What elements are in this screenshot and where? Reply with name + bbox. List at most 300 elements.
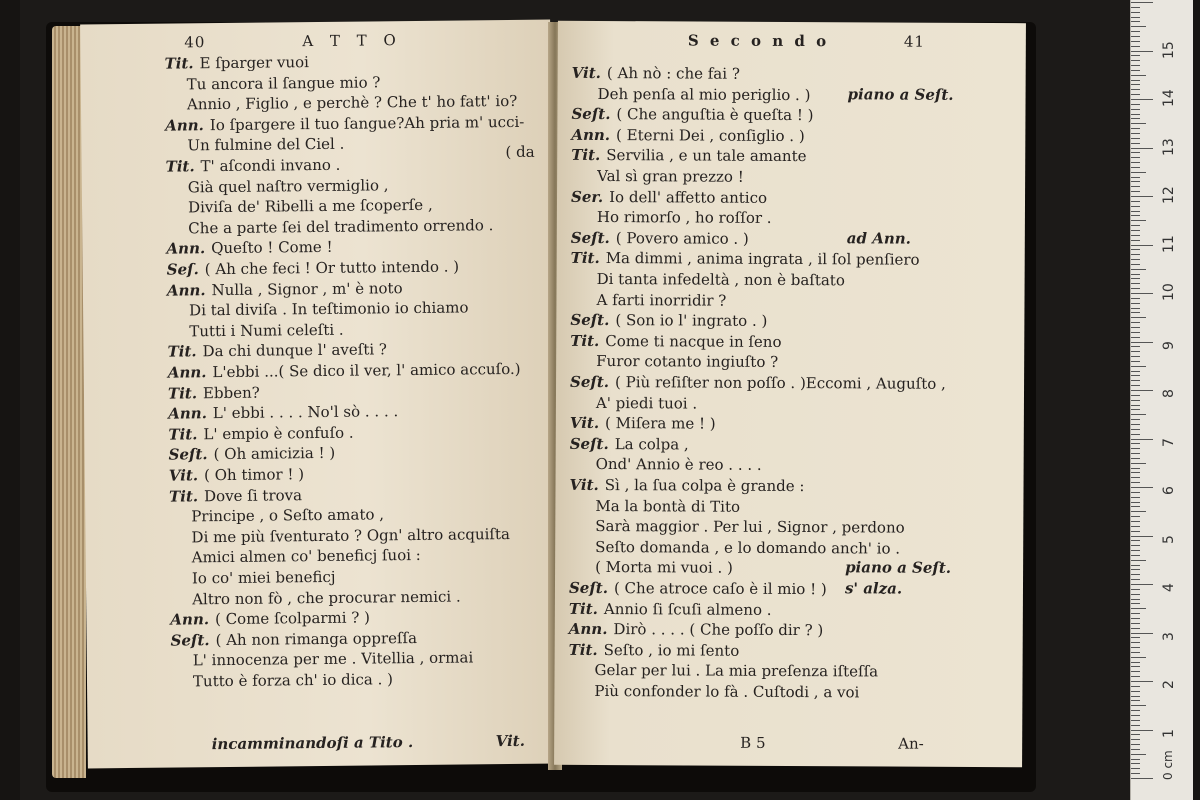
text-line xyxy=(168,401,398,423)
ruler-tick xyxy=(1131,278,1140,279)
line-text: Tutto è forza ch' io dica . ) xyxy=(192,670,394,691)
ruler-tick xyxy=(1131,114,1140,115)
line-text: Da chi dunque l' aveſti ? xyxy=(202,340,388,361)
ruler-tick xyxy=(1131,749,1140,750)
line-text: Ma dimmi , anima ingrata , il ſol penſiero xyxy=(605,249,920,270)
speaker-name: Ann. xyxy=(166,239,206,258)
text-line xyxy=(192,545,421,567)
ruler-tick xyxy=(1131,492,1140,493)
ruler-tick xyxy=(1131,763,1140,764)
speaker-name: Seſt. xyxy=(570,228,610,247)
ruler-tick xyxy=(1131,322,1140,323)
ruler-tick xyxy=(1131,235,1140,236)
line-text: A farti inorridir ? xyxy=(596,290,727,310)
page-number: 40 xyxy=(184,33,206,52)
ruler-label: 12 xyxy=(1161,186,1177,204)
text-line xyxy=(594,660,878,681)
speaker-name: Ann. xyxy=(166,280,206,300)
text-line xyxy=(570,310,767,331)
speaker-name: Tit. xyxy=(167,383,198,403)
line-text: ( Oh amicizia ! ) xyxy=(213,444,336,464)
line-text: Servilia , e un tale amante xyxy=(606,146,807,166)
speaker-name: Seſt. xyxy=(570,311,610,330)
ruler-tick xyxy=(1131,230,1140,231)
ruler-tick xyxy=(1131,739,1140,740)
text-line xyxy=(597,166,744,187)
running-head: S e c o n d o xyxy=(687,31,830,51)
ruler-tick xyxy=(1131,327,1140,328)
text-line xyxy=(570,331,781,352)
ruler-tick xyxy=(1131,385,1140,386)
ruler-tick xyxy=(1131,70,1140,71)
ruler-tick xyxy=(1131,346,1140,347)
line-text: ( Ah nò : che fai ? xyxy=(606,64,740,83)
ruler-tick xyxy=(1131,269,1146,270)
ruler-label: 11 xyxy=(1161,234,1177,253)
ruler-tick xyxy=(1131,540,1140,541)
ruler-tick xyxy=(1131,603,1140,604)
ruler-tick xyxy=(1131,80,1140,81)
line-text: Già quel naſtro vermiglio , xyxy=(187,175,389,196)
text-line xyxy=(168,382,260,403)
left-page xyxy=(80,20,558,769)
speaker-name: Vit. xyxy=(569,475,599,494)
ruler-tick xyxy=(1131,652,1140,653)
ruler-tick xyxy=(1131,26,1146,27)
text-line xyxy=(188,195,433,218)
ruler-tick xyxy=(1131,565,1140,566)
ruler-tick xyxy=(1131,734,1140,735)
ruler-tick xyxy=(1131,225,1140,226)
ruler-tick xyxy=(1131,245,1153,246)
text-line xyxy=(191,505,384,527)
speaker-name: Ann. xyxy=(165,115,204,135)
ruler-tick xyxy=(1131,84,1140,85)
line-text: Ebben? xyxy=(202,383,260,402)
speaker-name: Tit. xyxy=(168,486,199,506)
ruler-tick xyxy=(1131,196,1153,197)
line-text: Furor cotanto ingiuſto ? xyxy=(596,352,779,372)
ruler-tick xyxy=(1131,536,1153,537)
text-line xyxy=(188,215,493,238)
text-line xyxy=(571,104,813,125)
ruler-tick xyxy=(1131,482,1140,483)
text-line xyxy=(189,320,343,342)
text-line xyxy=(192,567,336,589)
ruler-tick xyxy=(1131,487,1153,488)
ruler-tick xyxy=(1131,623,1140,624)
ruler-tick xyxy=(1131,521,1140,522)
ruler-tick xyxy=(1131,681,1153,682)
ruler-tick xyxy=(1131,429,1140,430)
speaker-name: Tit. xyxy=(165,157,195,176)
catchword: Vit. xyxy=(495,731,525,751)
ruler-tick xyxy=(1131,414,1146,415)
ruler-tick xyxy=(1131,448,1140,449)
ruler-tick xyxy=(1131,424,1140,425)
left-page-header xyxy=(80,30,550,57)
ruler-tick xyxy=(1131,167,1140,168)
ruler-tick xyxy=(1131,143,1140,144)
ruler-tick xyxy=(1131,666,1140,667)
ruler-tick xyxy=(1131,691,1140,692)
ruler-tick xyxy=(1131,550,1140,551)
stage-direction: piano a Seſt. xyxy=(847,84,954,104)
ruler-tick xyxy=(1131,138,1140,139)
ruler-tick xyxy=(1131,17,1140,18)
speaker-name: Seſt. xyxy=(569,434,609,453)
ruler-tick xyxy=(1131,99,1153,100)
ruler-tick xyxy=(1131,555,1140,556)
line-text: La colpa , xyxy=(614,434,689,454)
speaker-name: Tit. xyxy=(571,146,601,165)
left-page-footer xyxy=(88,732,558,759)
ruler-tick xyxy=(1131,186,1140,187)
ruler-tick xyxy=(1131,293,1153,294)
ruler-tick xyxy=(1131,181,1140,182)
text-line xyxy=(596,290,726,311)
line-text: Ond' Annio è reo . . . . xyxy=(595,455,762,475)
ruler-tick xyxy=(1131,395,1140,396)
ruler-tick xyxy=(1131,342,1153,343)
ruler-tick xyxy=(1131,148,1153,149)
line-text: ( Che atroce caſo è il mio ! ) xyxy=(613,579,827,599)
ruler-tick xyxy=(1131,274,1140,275)
line-text: T' aſcondi invano . xyxy=(200,155,341,176)
text-line xyxy=(595,516,904,538)
ruler-tick xyxy=(1131,657,1146,658)
ruler-label: 10 xyxy=(1161,283,1177,301)
ruler-tick xyxy=(1131,317,1146,318)
line-text: Seſto domanda , e lo domando anch' io . xyxy=(595,537,901,558)
ruler-tick xyxy=(1131,628,1140,629)
line-text: Tu ancora il ſangue mio ? xyxy=(186,72,381,93)
speaker-name: Tit. xyxy=(167,342,197,361)
ruler-tick xyxy=(1131,60,1140,61)
line-text: E ſparger vuoi xyxy=(199,53,310,73)
text-line xyxy=(191,524,510,547)
ruler-tick xyxy=(1131,390,1153,391)
ruler-tick xyxy=(1131,283,1140,284)
ruler-tick xyxy=(1131,419,1140,420)
ruler-tick xyxy=(1131,303,1140,304)
ruler-tick xyxy=(1131,468,1140,469)
ruler-unit: 0 cm xyxy=(1161,750,1175,780)
ruler-tick xyxy=(1131,375,1140,376)
right-page-footer xyxy=(554,733,1022,757)
ruler-tick xyxy=(1131,671,1140,672)
ruler-tick xyxy=(1131,458,1140,459)
ruler-tick xyxy=(1131,211,1140,212)
ruler-label: 8 xyxy=(1161,389,1177,398)
ruler-tick xyxy=(1131,497,1140,498)
ruler-tick xyxy=(1131,41,1140,42)
speaker-name: Tit. xyxy=(570,331,600,350)
line-text: ( Ah non rimanga oppreſſa xyxy=(215,628,418,649)
ruler-label: 4 xyxy=(1161,583,1177,592)
ruler-tick xyxy=(1131,31,1140,32)
speaker-name: Ann. xyxy=(168,404,207,423)
ruler-tick xyxy=(1131,443,1140,444)
speaker-name: Seſt. xyxy=(168,445,208,464)
ruler-tick xyxy=(1131,162,1140,163)
ruler-tick xyxy=(1131,472,1140,473)
text-line xyxy=(170,628,417,651)
ruler-tick xyxy=(1131,560,1146,561)
line-text: ( Ah che feci ! Or tutto intendo . ) xyxy=(204,257,460,279)
line-text: Sarà maggior . Per lui , Signor , perdono xyxy=(595,517,905,537)
text-line xyxy=(596,393,697,414)
ruler-tick xyxy=(1131,201,1140,202)
ruler-label: 3 xyxy=(1161,631,1177,641)
text-line xyxy=(569,640,740,661)
line-text: Come ti nacque in ſeno xyxy=(605,331,782,351)
text-line xyxy=(164,52,309,74)
ruler-tick xyxy=(1131,453,1140,454)
speaker-name: Tit. xyxy=(164,54,194,73)
text-line xyxy=(597,207,772,228)
ruler-tick xyxy=(1131,89,1140,90)
ruler-tick xyxy=(1131,94,1140,95)
ruler-label: 1 xyxy=(1161,728,1177,738)
line-text: Annio ſi ſcuſi almeno . xyxy=(603,599,772,619)
line-text: Dove ſi trova xyxy=(203,485,303,505)
speaker-name: Seſ. xyxy=(166,260,199,279)
ruler-tick xyxy=(1131,589,1140,590)
ruler-label: 5 xyxy=(1161,534,1177,544)
text-line xyxy=(193,648,474,671)
speaker-name: Tit. xyxy=(568,599,598,618)
ruler-tick xyxy=(1131,308,1140,309)
text-line xyxy=(192,586,461,609)
speaker-name: Tit. xyxy=(570,249,600,268)
ruler-label: 15 xyxy=(1161,40,1177,59)
speaker-name: Vit. xyxy=(571,63,601,83)
text-line xyxy=(169,464,304,485)
text-line xyxy=(570,434,689,455)
ruler-tick xyxy=(1131,759,1140,760)
right-page-header xyxy=(558,31,1026,55)
ruler-tick xyxy=(1131,7,1140,8)
ruler-tick xyxy=(1131,599,1140,600)
text-line xyxy=(188,175,389,197)
line-text: Sì , la ſua colpa è grande : xyxy=(604,476,805,496)
line-text: Annio , Figlio , e perchè ? Che t' ho fatt' io? xyxy=(186,92,518,114)
ruler-tick xyxy=(1131,511,1146,512)
ruler-tick xyxy=(1131,215,1140,216)
ruler-label: 6 xyxy=(1161,486,1177,495)
line-text: Principe , o Seſto amato , xyxy=(191,505,385,526)
ruler-tick xyxy=(1131,177,1140,178)
line-text: Più confonder lo fà . Cuſtodi , a voi xyxy=(594,681,860,702)
text-line xyxy=(189,298,469,321)
stage-direction: piano a Seſt. xyxy=(845,558,952,578)
ruler-tick xyxy=(1131,371,1140,372)
line-text: Io dell' affetto antico xyxy=(609,187,768,207)
stage-direction: s' alza. xyxy=(844,579,903,598)
ruler-label: 13 xyxy=(1161,137,1177,156)
speaker-name: Vit. xyxy=(569,414,600,433)
measuring-ruler xyxy=(1130,0,1193,800)
text-line xyxy=(572,63,740,84)
line-text: Queſto ! Come ! xyxy=(211,238,333,258)
line-text: Seſto , io mi ſento xyxy=(603,640,740,660)
ruler-tick xyxy=(1131,618,1140,619)
ruler-tick xyxy=(1131,351,1140,352)
ruler-tick xyxy=(1131,12,1140,13)
line-text: Dirò . . . . ( Che poſſo dir ? ) xyxy=(613,620,824,640)
line-text: L' innocenza per me . Vitellia , ormai xyxy=(192,648,474,670)
stage-direction: incamminandoſi a Tito . xyxy=(211,733,414,754)
ruler-label: 7 xyxy=(1161,437,1177,447)
ruler-tick xyxy=(1131,51,1153,52)
line-text: Amici almen co' beneficj ſuoi : xyxy=(191,546,421,567)
line-text: ( Eterni Dei , conſiglio . ) xyxy=(615,125,805,145)
speaker-name: Seſt. xyxy=(170,630,210,650)
ruler-tick xyxy=(1131,696,1140,697)
ruler-tick xyxy=(1131,172,1146,173)
ruler-tick xyxy=(1131,434,1140,435)
text-line xyxy=(571,248,920,270)
ruler-tick xyxy=(1131,676,1140,677)
text-line xyxy=(169,443,336,465)
ruler-tick xyxy=(1131,104,1140,105)
page-number: 41 xyxy=(903,32,925,51)
ruler-tick xyxy=(1131,298,1140,299)
ruler-tick xyxy=(1131,157,1140,158)
ruler-tick xyxy=(1131,2,1153,3)
ruler-tick xyxy=(1131,662,1140,663)
ruler-tick xyxy=(1131,337,1140,338)
ruler-tick xyxy=(1131,574,1140,575)
ruler-tick xyxy=(1131,594,1140,595)
ruler-tick xyxy=(1131,725,1140,726)
right-page xyxy=(554,21,1026,767)
ruler-tick xyxy=(1131,710,1140,711)
ruler-tick xyxy=(1131,584,1153,585)
speaker-name: Seſt. xyxy=(568,578,609,598)
line-text: Diviſa de' Ribelli a me ſcoperſe , xyxy=(187,195,433,217)
line-text: A' piedi tuoi . xyxy=(595,393,698,413)
line-text: ( Oh timor ! ) xyxy=(203,465,305,485)
line-text: ( Come ſcolparmi ? ) xyxy=(214,608,371,629)
text-line xyxy=(595,557,733,578)
ruler-tick xyxy=(1131,633,1153,634)
line-text: ( Che anguſtia è queſta ! ) xyxy=(616,105,814,125)
line-text: Altro non fò , che procurar nemici . xyxy=(192,587,461,608)
ruler-tick xyxy=(1131,240,1140,241)
text-line xyxy=(570,372,946,394)
ruler-tick xyxy=(1131,744,1140,745)
ruler-tick xyxy=(1131,754,1146,755)
ruler-tick xyxy=(1131,361,1140,362)
line-text: ( Morta mi vuoi . ) xyxy=(595,558,733,578)
ruler-tick xyxy=(1131,206,1140,207)
ruler-tick xyxy=(1131,405,1140,406)
text-line xyxy=(571,125,804,146)
line-text: Nulla , Signor , m' è noto xyxy=(211,278,403,299)
ruler-tick xyxy=(1131,613,1140,614)
text-line xyxy=(166,155,341,177)
ruler-tick xyxy=(1131,36,1140,37)
text-line xyxy=(169,485,302,506)
ruler-tick xyxy=(1131,773,1140,774)
ruler-tick xyxy=(1131,55,1140,56)
ruler-tick xyxy=(1131,506,1140,507)
speaker-name: Seſt. xyxy=(570,372,610,392)
ruler-tick xyxy=(1131,516,1140,517)
running-head: A T T O xyxy=(302,31,402,51)
ruler-tick xyxy=(1131,109,1140,110)
speaker-name: Ser. xyxy=(570,187,604,206)
ruler-tick xyxy=(1131,332,1140,333)
speaker-name: Ann. xyxy=(170,610,210,629)
line-text: ( Son io l' ingrato . ) xyxy=(615,311,768,331)
ruler-tick xyxy=(1131,439,1153,440)
text-line xyxy=(187,91,518,114)
speaker-name: Ann. xyxy=(167,363,207,382)
line-text: Tutti i Numi celeſti . xyxy=(189,320,344,341)
text-line xyxy=(569,619,824,640)
text-line xyxy=(569,598,772,619)
line-text: Che a parte ſei del tradimento orrendo . xyxy=(188,215,494,238)
text-line xyxy=(594,681,859,702)
ruler-tick xyxy=(1131,545,1140,546)
line-text: Di tal diviſa . In teſtimonio io chiamo xyxy=(189,298,469,320)
text-line xyxy=(187,72,381,94)
speaker-name: Tit. xyxy=(568,640,598,659)
catchword: An- xyxy=(898,734,924,753)
line-text: Val sì gran prezzo ! xyxy=(597,166,744,186)
line-text: Ho rimorſo , ho roſſor . xyxy=(596,208,772,228)
text-line xyxy=(595,537,900,559)
ruler-label: 14 xyxy=(1161,89,1177,107)
speaker-name: Tit. xyxy=(168,425,198,444)
text-line xyxy=(167,278,403,300)
text-line xyxy=(598,84,811,105)
ruler-tick xyxy=(1131,778,1153,779)
ruler-tick xyxy=(1131,569,1140,570)
ruler-tick xyxy=(1131,75,1146,76)
ruler-tick xyxy=(1131,477,1140,478)
text-line xyxy=(571,145,806,166)
ruler-tick xyxy=(1131,264,1140,265)
ruler-tick xyxy=(1131,288,1140,289)
ruler-tick xyxy=(1131,526,1140,527)
turnover-text: ( da xyxy=(505,142,535,162)
ruler-tick xyxy=(1131,642,1140,643)
text-line xyxy=(168,422,353,444)
line-text: L' ebbi . . . . No'l sò . . . . xyxy=(212,402,399,423)
ruler-tick xyxy=(1131,254,1140,255)
line-text: Di me più ſventurato ? Ogn' altro acquiſta xyxy=(191,524,510,547)
line-text: L' empio è confuſo . xyxy=(203,423,354,444)
ruler-tick xyxy=(1131,502,1140,503)
ruler-tick xyxy=(1131,637,1140,638)
line-text: L'ebbi ...( Se dico il ver, l' amico accuſo.) xyxy=(212,359,521,382)
ruler-tick xyxy=(1131,133,1140,134)
ruler-tick xyxy=(1131,647,1140,648)
ruler-tick xyxy=(1131,259,1140,260)
ruler-tick xyxy=(1131,409,1140,410)
ruler-tick xyxy=(1131,152,1140,153)
ruler-tick xyxy=(1131,21,1140,22)
ruler-tick xyxy=(1131,531,1140,532)
text-line xyxy=(595,496,740,517)
ruler-tick xyxy=(1131,700,1140,701)
text-line xyxy=(571,228,749,249)
line-text: ( Miſera me ! ) xyxy=(605,414,716,433)
